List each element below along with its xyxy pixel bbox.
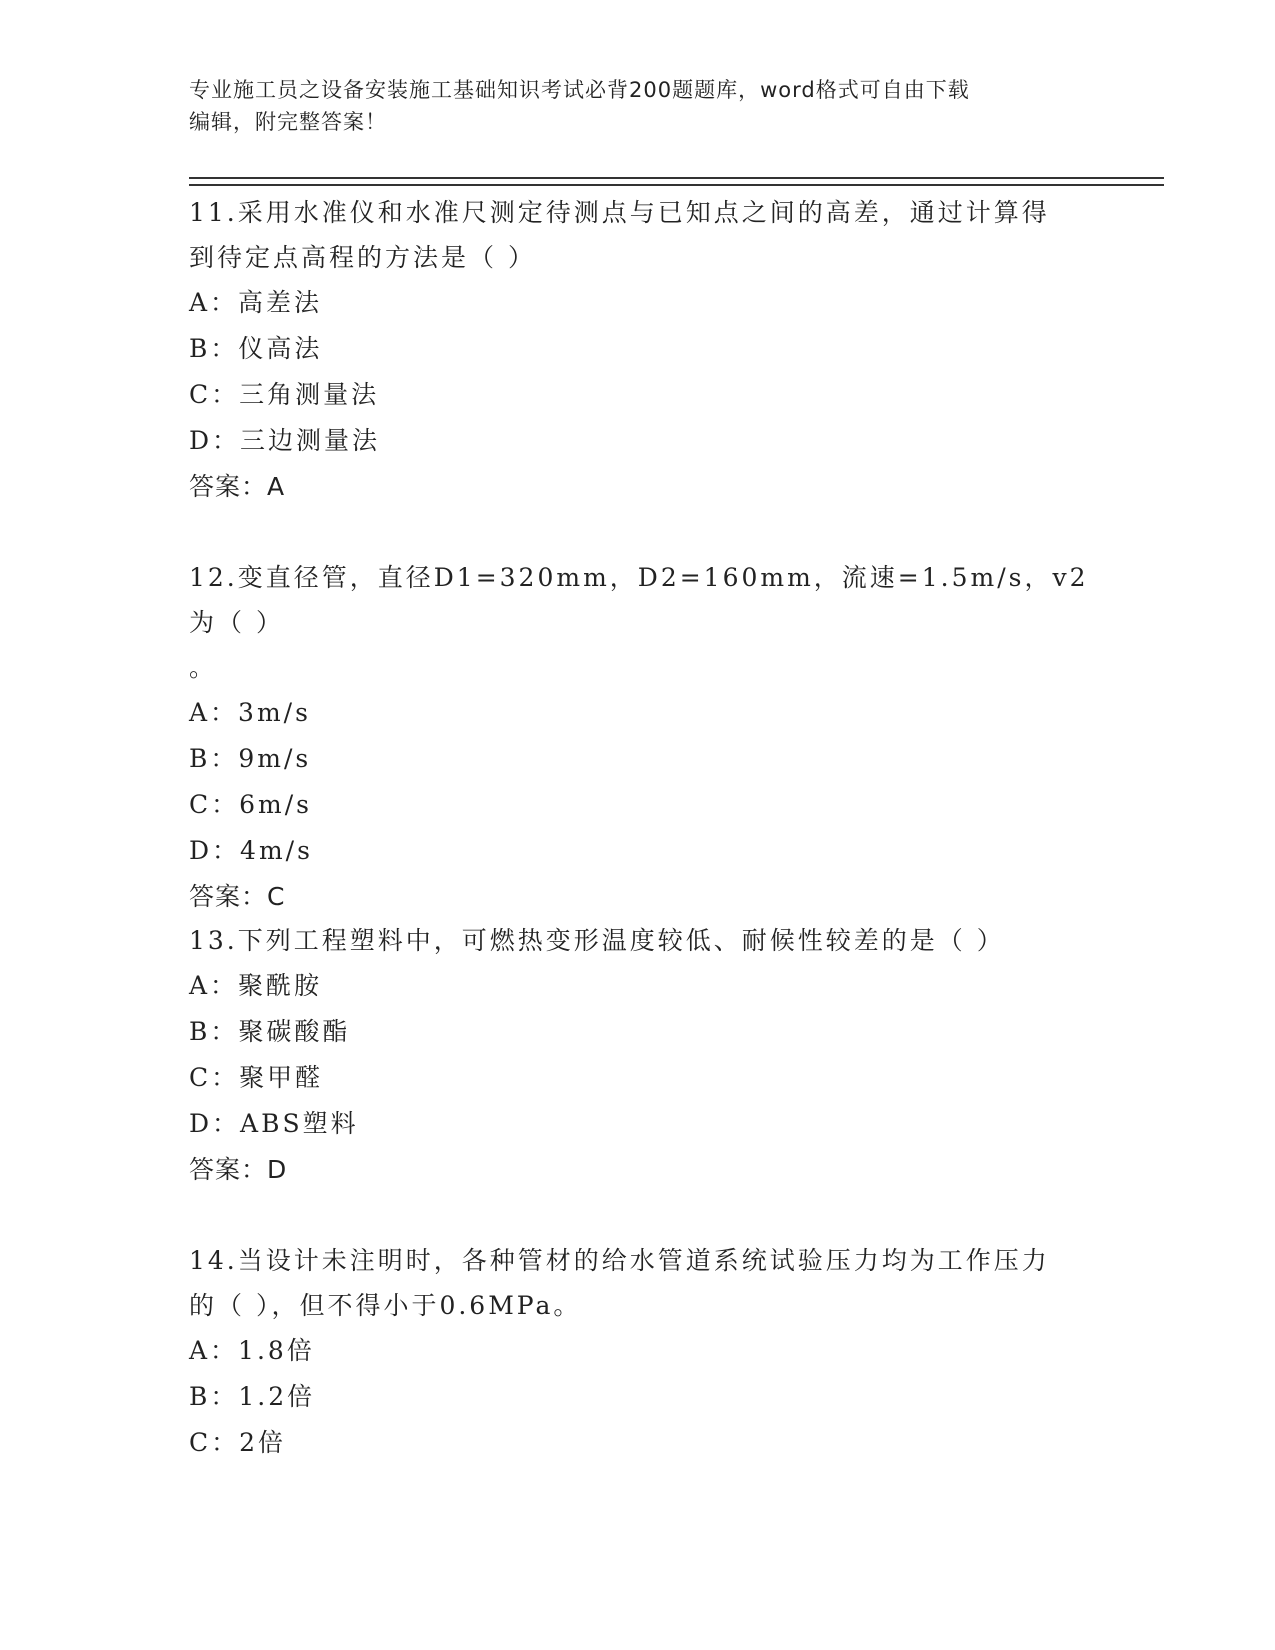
answer-line: 答案：A	[189, 472, 286, 501]
header-divider-top	[189, 177, 1164, 179]
option-a: A：3m/s	[189, 698, 311, 727]
option-b: B：聚碳酸酯	[189, 1017, 351, 1046]
question-stem-line-1: 14.当设计未注明时，各种管材的给水管道系统试验压力均为工作压力	[189, 1246, 1050, 1275]
question-stem-line-1: 12.变直径管，直径D1=320mm，D2=160mm，流速=1.5m/s，v2为（ ）	[189, 563, 1089, 637]
option-b: B：仪高法	[189, 334, 323, 363]
option-c: C：2倍	[189, 1428, 287, 1457]
question-stem-line-2: 的（ ），但不得小于0.6MPa。	[189, 1291, 582, 1320]
option-d: D：ABS塑料	[189, 1109, 359, 1138]
option-c: C：6m/s	[189, 790, 312, 819]
option-d: D：三边测量法	[189, 426, 381, 455]
answer-line: 答案：C	[189, 882, 286, 911]
header-divider-bottom	[189, 184, 1164, 186]
question-11	[189, 190, 1089, 510]
question-stem-line-2: 。	[189, 653, 218, 682]
option-a: A：聚酰胺	[189, 971, 323, 1000]
question-stem-line-1: 13.下列工程塑料中，可燃热变形温度较低、耐候性较差的是（ ）	[189, 926, 1005, 955]
question-stem-line-2: 到待定点高程的方法是（ ）	[189, 243, 536, 272]
question-stem-line-1: 11.采用水准仪和水准尺测定待测点与已知点之间的高差，通过计算得	[189, 198, 1050, 227]
header-line-1: 专业施工员之设备安装施工基础知识考试必背200题题库，word格式可自由下载	[189, 78, 970, 102]
question-14	[189, 1238, 1089, 1466]
question-12	[189, 555, 1089, 920]
option-b: B：9m/s	[189, 744, 312, 773]
question-13	[189, 918, 1089, 1193]
option-c: C：聚甲醛	[189, 1063, 324, 1092]
header-line-2: 编辑，附完整答案！	[189, 110, 387, 134]
option-a: A：1.8倍	[189, 1336, 315, 1365]
option-b: B：1.2倍	[189, 1382, 316, 1411]
document-header	[189, 74, 1089, 138]
option-d: D：4m/s	[189, 836, 313, 865]
option-c: C：三角测量法	[189, 380, 380, 409]
option-a: A：高差法	[189, 288, 323, 317]
answer-line: 答案：D	[189, 1155, 288, 1184]
